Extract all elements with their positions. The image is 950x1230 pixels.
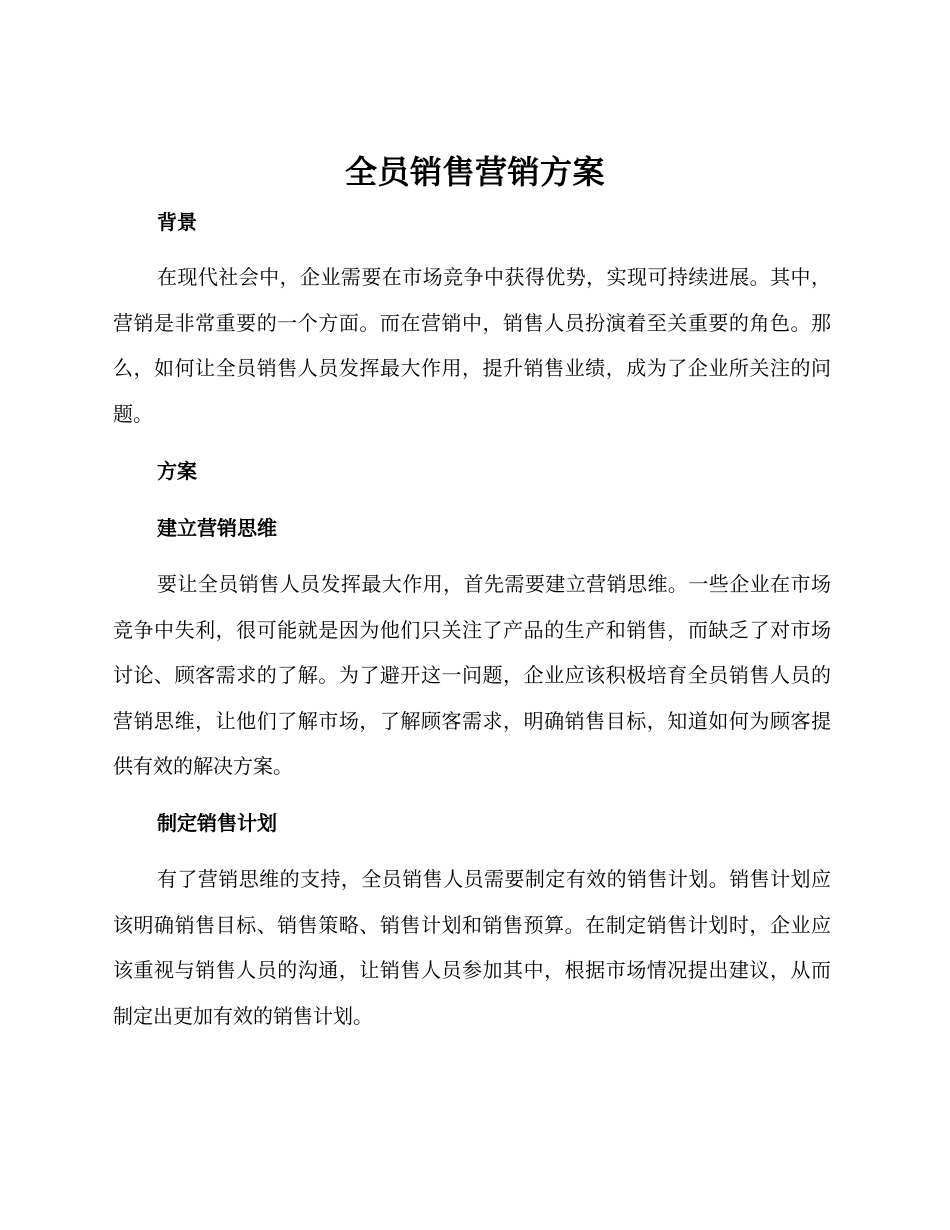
section-heading-marketing-mindset: 建立营销思维 (157, 516, 277, 540)
paragraph-marketing-mindset: 要让全员销售人员发挥最大作用，首先需要建立营销思维。一些企业在市场竞争中失利，很可能就是因为他们只关注了产品的生产和销售，而缺乏了对市场讨论、顾客需求的了解。为了避开这一问题，企业应该积极培育全员销售人员的营销思维，让他们了解市场，了解顾客需求，明确销售目标，知道如何为顾客提供有效的解决方案。 (113, 572, 831, 778)
paragraph-background: 在现代社会中，企业需要在市场竞争中获得优势，实现可持续进展。其中，营销是非常重要的一个方面。而在营销中，销售人员扮演着至关重要的角色。那么，如何让全员销售人员发挥最大作用，提升销售业绩，成为了企业所关注的问题。 (113, 265, 831, 426)
section-heading-sales-plan: 制定销售计划 (157, 811, 277, 835)
paragraph-sales-plan: 有了营销思维的支持，全员销售人员需要制定有效的销售计划。销售计划应该明确销售目标、销售策略、销售计划和销售预算。在制定销售计划时，企业应该重视与销售人员的沟通，让销售人员参加其中，根据市场情况提出建议，从而制定出更加有效的销售计划。 (113, 867, 831, 1028)
section-heading-background: 背景 (157, 210, 197, 234)
document-title: 全员销售营销方案 (344, 153, 605, 191)
section-heading-plan: 方案 (157, 459, 197, 483)
